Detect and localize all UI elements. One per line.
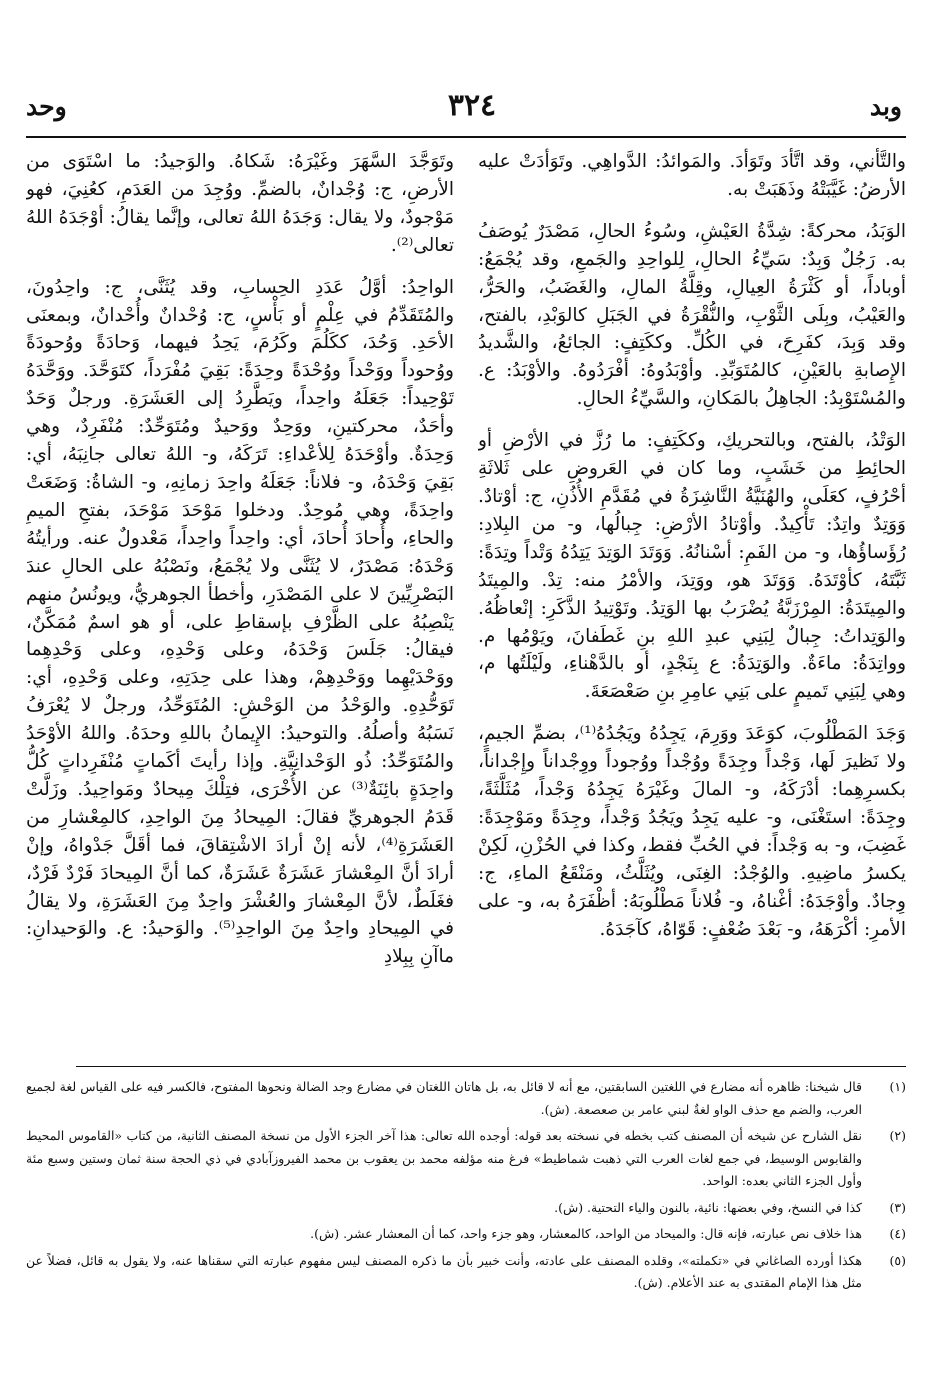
footnote-rule xyxy=(76,1066,906,1067)
footnote-text: هكذا أورده الصاغاني في «تكملته»، وقلده المصنف على عادته، وأنت خبير بأن ما ذكره المصنف ليس مفهوم عبارته التي سقناها عنه، ولا يقول به قائل، فضلاً عن مثل هذا الإمام المقتدى به عند الأعلام. (ش). xyxy=(26,1252,862,1290)
header-left-root: وحد xyxy=(26,92,67,121)
column-left xyxy=(26,148,454,1048)
footnote xyxy=(26,1250,906,1295)
column-right xyxy=(478,148,906,1048)
entry-paragraph: الواحِدُ: أوَّلُ عَدَدِ الحِسابِ، وقد يُثَنَّى، ج: واحِدُونَ، والمُتَقَدِّمُ في عِلْمٍ أو بَأْسٍ، ج: وُحْدانٌ وأُحْدانٌ، وبمعنَى الأحَدِ. وَحُدَ، ككَلُمَ وكَرُمَ، يَحِدُ فيهما، وَحادَةً ووُحودَةً ووُحوداً ووَحْداً ووُحْدَةً وحِدَةً: بَقِيَ مُفْرَداً، كتَوَحَّدَ. ووَحَّدَهُ تَوْحِيداً: جَعَلَهُ واحِداً، ويَطَّرِدُ إلى العَشَرَةِ. ورجلٌ وَحَدٌ وأحَدٌ، محركتينِ، ووَحِدٌ ووَحيدٌ ومُتَوَحِّدٌ: مُنْفَرِدٌ، وهي وَحِدَةٌ. وأوْحَدَهُ لِلأعْداءِ: تَرَكَهُ، و- اللهُ تعالى جانِبَهُ، أي: بَقِيَ وَحْدَهُ، و- فلاناً: جَعَلَهُ واحِدَ زمانِهِ، و- الشاةُ: وَضَعَتْ واحِدَةً، وهي مُوحِدٌ. ودخلوا مَوْحَدَ مَوْحَدَ، بفتحِ الميمِ والحاءِ، وأُحادَ أُحادَ، أي: واحِداً واحِداً، مَعْدولٌ عنه. ورأيتُهُ وَحْدَهُ: مَصْدَرٌ، لا يُثَنَّى ولا يُجْمَعُ، ونَصْبُهُ على الحالِ عندَ البَصْرِيِّينَ لا على المَصْدَرِ، وأخطأ الجوهريُّ، ويونُسُ منهم يَنْصِبُهُ على الظَّرْفِ بإسقاطِ على، أو هو اسمٌ مُمَكَّنٌ، فيقالُ: جَلَسَ وَحْدَهُ، وعلى وَحْدِهِ، وعلى وَحْدِهِما ووَحْدَيْهِما ووَحْدِهِمْ، وهذا على حِدَتِهِ، وعلى وَحْدِهِ، أي: تَوَحُّدِهِ. والوَحْدُ من الوَحْشِ: المُتَوَحِّدُ، ورجلٌ لا يُعْرَفُ نَسَبُهُ وأصلُهُ. والتوحيدُ: الإِيمانُ باللهِ وحدَهُ. واللهُ الأوْحَدُ والمُتَوَحِّدُ: ذُو الوَحْدانِيَّةِ. وإذا رأيتَ أكَماتٍ مُنْفَرِداتٍ كُلُّ واحِدَةٍ بائِنَةٌ⁽³⁾ عن الأُخْرَى، فتِلْكَ مِيحادٌ ومَواحِيدُ. وزَلَّتْ قَدَمُ الجوهريِّ فقالَ: المِيحادُ مِنَ الواحِدِ، كالمِعْشارِ من العَشَرَةِ⁽⁴⁾، لأنه إنْ أرادَ الاشْتِقاقَ، فما أقَلَّ جَدْواهُ، وإنْ أرادَ أنَّ المِعْشارَ عَشَرَةٌ عَشَرَةٌ، كما أنَّ المِيحادَ فَرْدٌ فَرْدٌ، فغَلَطٌ، لأنَّ المِعْشارَ والعُشْرَ واحِدٌ مِنَ العَشَرَةِ، ولا يقالُ في المِيحادِ واحِدٌ مِنَ الواحِدِ⁽⁵⁾. والوَحيدُ: ع. والوَحيدانِ: ماآنِ بِبِلادِ xyxy=(26,276,454,968)
entry-paragraph: وتَوَجَّدَ السَّهَرَ وغَيْرَهُ: شَكاهُ. والوَجيدُ: ما اسْتَوَى من الأرضِ، ج: وُجْدانٌ، بالضمِّ. ووُجِدَ من العَدَمِ، كعُنِيَ، فهو مَوْجودٌ، ولا يقال: وَجَدَهُ اللهُ تعالى، وإنَّما يقالُ: أوْجَدَهُ اللهُ تعالى⁽²⁾. xyxy=(26,151,454,256)
footnote-number: (٣) xyxy=(889,1199,906,1215)
header-rule xyxy=(26,136,906,138)
footnote-text: هذا خلاف نص عبارته، فإنه قال: والميحاد من الواحد، كالمعشار، وهو جزء واحد، كما أن المعشار عشر. (ش). xyxy=(310,1226,862,1241)
footnote xyxy=(26,1197,906,1220)
entry-paragraph: والتَّأْني، وقد اتَّأَدَ وتَوَأَّدَ. والمَوائدُ: الدَّواهِي. وتَوَأَّدَتْ عليه الأرضُ: غَيَّبَتْهُ وذَهَبَتْ به. xyxy=(478,151,906,200)
entry-paragraph: الوَتْدُ، بالفتح، وبالتحريكِ، وككَتِفٍ: ما رُزَّ في الأرْضِ أو الحائِطِ من خَشَبٍ، وما كان في العَروضِ على ثَلاثَةِ أحْرُفٍ، كعَلَى، والهُنَيَّةُ النَّاشِزَةُ في مُقَدَّمِ الأُذُنِ، ج: أوْتادٌ. وَوَتِدٌ واتِدٌ: تَأْكِيدٌ. وأوْتادُ الأرْضِ: جِبالُها، و- من البِلادِ: رُؤَساؤُها، و- من الفَمِ: أسْنانُهُ. وَوَتَدَ الوَتِدَ يَتِدُهُ وَتْداً وتِدَةً: ثَبَّتَهُ، كأوْتَدَهُ. وَوَتَدَ هو، ووَتِدَ، والأمْرُ منه: تِدْ. والمِيتَدُ والمِيتَدَةُ: المِرْزَبَّةُ يُضْرَبُ بها الوَتِدُ. وتَوْتِيدُ الذَّكَرِ: إنْعاظُهُ. والوَتِداتُ: جِبالٌ لِبَنِي عبدِ اللهِ بنِ غَطَفانَ، ويَوْمُها م. وواتِدَةُ: ماءَةٌ. والوَتِدَةُ: ع بِنَجْدٍ، أو بالدَّهْناءِ، ولَيْلَتُها م، وهي لِبَنِي تَميمٍ على بَنِي عامِرِ بنِ صَعْصَعَةَ. xyxy=(478,430,906,703)
footnote-text: قال شيخنا: ظاهره أنه مضارع في اللغتين السابقتين، مع أنه لا قائل به، بل هاتان اللغتان في مضارع وجد الضالة ونحوها المفتوح، فالكسر فيه على القياس لغة لجميع العرب، والضم مع حذف الواو لغةٌ لبني عامر بن صعصعة. (ش). xyxy=(26,1079,862,1117)
footnote-number: (٤) xyxy=(889,1226,906,1241)
footnote xyxy=(26,1076,906,1121)
entry-paragraph: الوَبَدُ، محركةً: شِدَّةُ العَيْشِ، وسُوءُ الحالِ، مَصْدَرٌ يُوصَفُ به. رَجُلٌ وَبِدٌ: سَيِّءُ الحالِ، لِلواحِدِ والجَمعِ، وقد يُجْمَعُ: أوباداً، أو كَثْرَةُ العِيالِ، وقِلَّةُ المالِ، والغَضَبُ، والحَرُّ، والعَيْبُ، وبِلَى الثَّوْبِ، والنُّقْرَةُ في الجَبَلِ كالوَبْدِ، بالفتح، وقد وَبِدَ، كفَرِحَ، في الكُلِّ. وككَتِفٍ: الجائعُ، والشَّديدُ الإِصابةِ بالعَيْنِ، كالمُتَوَبِّدِ. وأوْبَدُوهُ: أفْرَدُوهُ. والأوْبَدُ: ع. والمُسْتَوْبِدُ: الجاهِلُ بالمَكانِ، والسَّيِّءُ الحالِ. xyxy=(478,220,906,410)
page-number: ٣٢٤ xyxy=(447,88,497,123)
footnote-text: نقل الشارح عن شيخه أن المصنف كتب بخطه في نسخته بعد قوله: أوجده الله تعالى: هذا آخر الجزء الأول من نسخة المصنف الثانية، من كتاب «القاموس المحيط والقابوس الوسيط، في جمع لغات العرب التي ذهبت شماطيط» فرغ منه مؤلفه محمد بن يعقوب بن محمد الفيروزآبادي في ذي الحجة سنة ثمان وستين وسبع مئة وأول الجزء الثاني بعده: الواحد. xyxy=(26,1128,862,1188)
footnote-number: (٥) xyxy=(889,1252,906,1268)
footnote-number: (١) xyxy=(889,1079,906,1094)
header-right-root: وبد xyxy=(869,92,902,121)
footnote-number: (٢) xyxy=(889,1128,906,1143)
footnotes xyxy=(26,1076,906,1376)
footnote xyxy=(26,1223,906,1246)
footnote-text: كذا في النسخ، وفي بعضها: نائية، بالنون والياء التحتية. (ش). xyxy=(554,1199,862,1215)
entry-paragraph: وَجَدَ المَطْلُوبَ، كوَعَدَ ووَرِمَ، يَجِدُهُ ويَجُدُهُ⁽¹⁾، بضمِّ الجيمِ، ولا نَظيرَ لَها، وَجْداً وجِدَةً ووُجْداً ووُجوداً ووِجْداناً وإِجْداناً، بكسرِهِما: أدْرَكَهُ، و- المالَ وغَيْرَهُ يَجِدُهُ وَجْداً، مُثَلَّثَةً، وجِدَةً: استَغْنَى، و- عليه يَجِدُ ويَجُدُ وَجْداً، وجِدَةً ومَوْجِدَةً: غَضِبَ، و- به وَجْداً: في الحُبِّ فقط، وكذا في الحُزْنِ، لَكِنْ يكسرُ ماضِيهِ. والوُجْدُ: الغِنَى، ويُثَلَّثُ، ومَنْقَعُ الماءِ، ج: وِجادٌ. وأوْجَدَهُ: أغْناهُ، و- فُلاناً مَطْلُوبَهُ: أظْفَرَهُ به، و- على الأمرِ: أكْرَهَهُ، و- بَعْدَ ضُعْفٍ: قَوّاهُ، كآجَدَهُ. xyxy=(478,723,906,940)
footnote xyxy=(26,1125,906,1193)
